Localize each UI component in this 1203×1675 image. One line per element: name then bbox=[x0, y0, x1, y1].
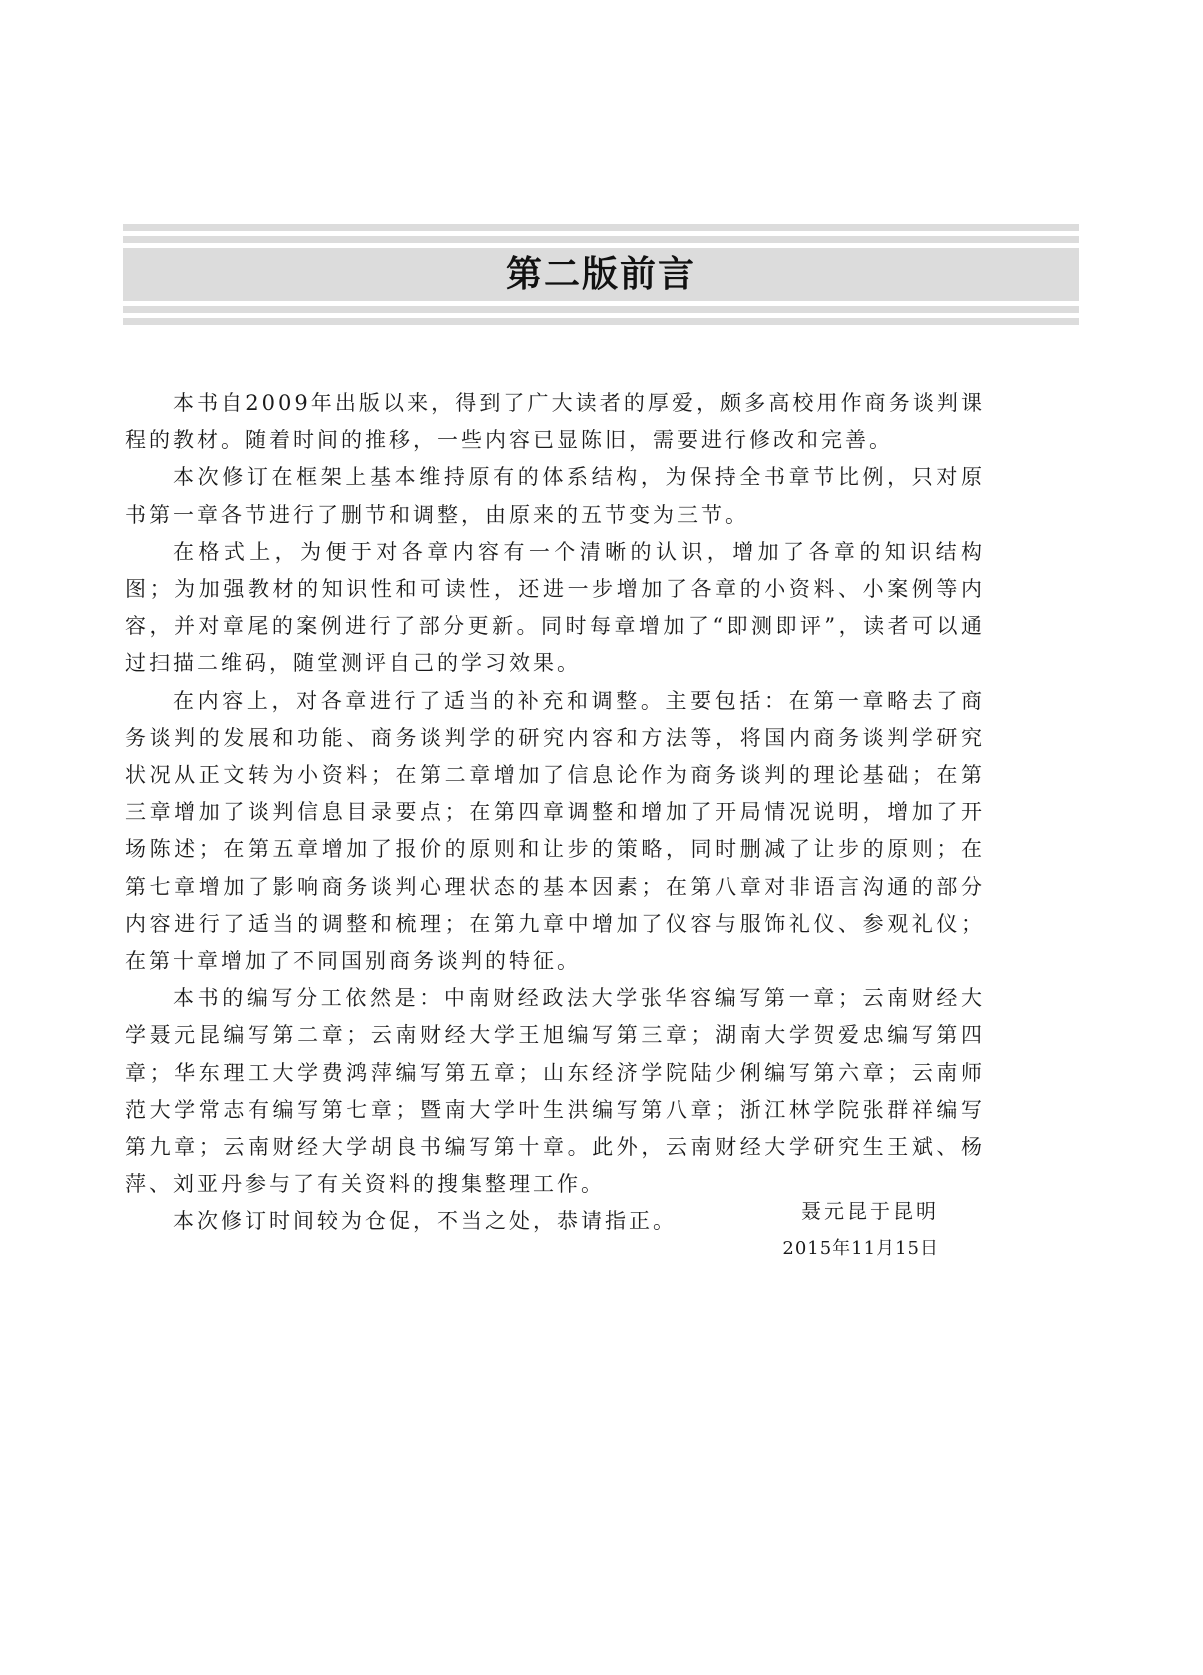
signature-block bbox=[782, 1192, 939, 1268]
paragraph: 在格式上，为便于对各章内容有一个清晰的认识，增加了各章的知识结构图；为加强教材的知识性和可读性，还进一步增加了各章的小资料、小案例等内容，并对章尾的案例进行了部分更新。同时每章增加了“即测即评”，读者可以通过扫描二维码，随堂测评自己的学习效果。 bbox=[125, 539, 985, 676]
paragraph: 本次修订时间较为仓促，不当之处，恭请指正。 bbox=[173, 1209, 677, 1234]
banner-stripe bbox=[123, 306, 1079, 313]
paragraph: 本次修订在框架上基本维持原有的体系结构，为保持全书章节比例，只对原书第一章各节进行了删节和调整，由原来的五节变为三节。 bbox=[125, 465, 985, 527]
banner-stripe bbox=[123, 224, 1079, 231]
preface-body bbox=[125, 385, 985, 1241]
paragraph: 本书自2009年出版以来，得到了广大读者的厚爱，颇多高校用作商务谈判课程的教材。随着时间的推移，一些内容已显陈旧，需要进行修改和完善。 bbox=[125, 391, 985, 453]
paragraph: 在内容上，对各章进行了适当的补充和调整。主要包括：在第一章略去了商务谈判的发展和功能、商务谈判学的研究内容和方法等，将国内商务谈判学研究状况从正文转为小资料；在第二章增加了信息论作为商务谈判的理论基础；在第三章增加了谈判信息目录要点；在第四章调整和增加了开局情况说明，增加了开场陈述；在第五章增加了报价的原则和让步的策略，同时删减了让步的原则；在第七章增加了影响商务谈判心理状态的基本因素；在第八章对非语言沟通的部分内容进行了适当的调整和梳理；在第九章中增加了仪容与服饰礼仪、参观礼仪；在第十章增加了不同国别商务谈判的特征。 bbox=[125, 688, 985, 974]
banner-stripe bbox=[123, 318, 1079, 325]
signature-author: 聂元昆于昆明 bbox=[801, 1199, 939, 1223]
paragraph: 本书的编写分工依然是：中南财经政法大学张华容编写第一章；云南财经大学聂元昆编写第二章；云南财经大学王旭编写第三章；湖南大学贺爱忠编写第四章；华东理工大学费鸿萍编写第五章；山东经济学院陆少俐编写第六章；云南师范大学常志有编写第七章；暨南大学叶生洪编写第八章；浙江林学院张群祥编写第九章；云南财经大学胡良书编写第十章。此外，云南财经大学研究生王斌、杨萍、刘亚丹参与了有关资料的搜集整理工作。 bbox=[125, 986, 985, 1197]
signature-date: 2015年11月15日 bbox=[782, 1238, 939, 1259]
page-title: 第二版前言 bbox=[505, 254, 696, 295]
banner-stripe bbox=[123, 236, 1079, 243]
title-banner bbox=[123, 224, 1079, 334]
